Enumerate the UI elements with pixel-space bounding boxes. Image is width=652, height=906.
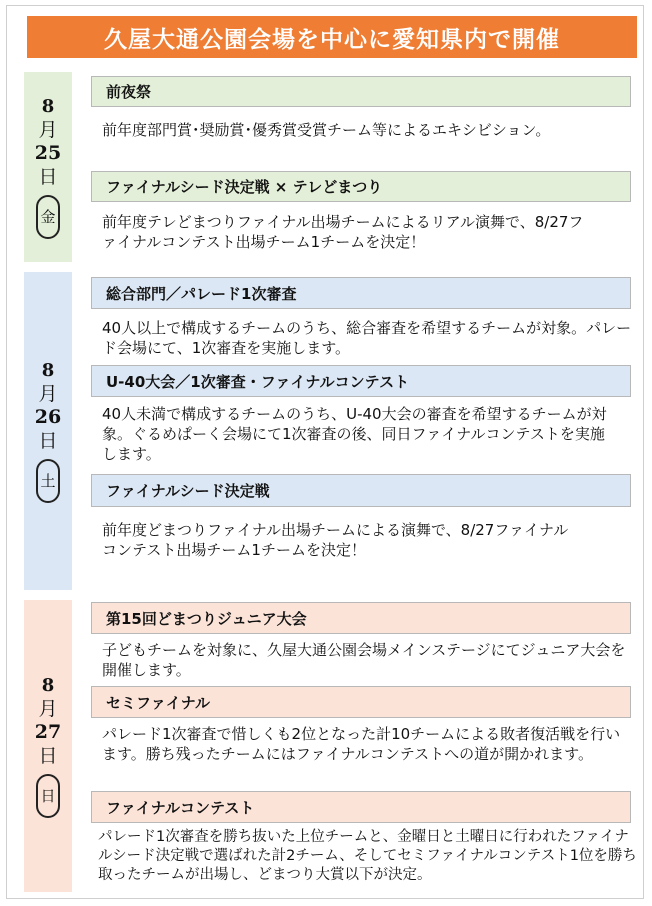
day-weekday: 金 — [36, 195, 60, 239]
event-description: 子どもチームを対象に、久屋大通公園会場メインステージにてジュニア大会を開催します。 — [102, 641, 626, 679]
event-description: 40人以上で構成するチームのうち、総合審査を希望するチームが対象。パレード会場にて、1次審査を実施します。 — [102, 319, 632, 357]
day-month-kanji: 月 — [38, 382, 58, 405]
day-month: 8 — [41, 674, 55, 696]
day-weekday: 日 — [36, 774, 60, 818]
day-date-kanji: 日 — [38, 429, 58, 452]
event-header — [91, 171, 631, 202]
event-description: 前年度テレどまつりファイナル出場チームによるリアル演舞で、8/27ファイナルコンテスト出場チーム1チームを決定！ — [102, 213, 584, 251]
day-weekday: 土 — [36, 459, 60, 503]
day-bar-aug-27 — [24, 600, 72, 892]
event-description: 前年度どまつりファイナル出場チームによる演舞で、8/27ファイナルコンテスト出場チーム1チームを決定！ — [102, 521, 569, 559]
event-title: 総合部門／パレード1次審査 — [106, 284, 297, 303]
event-header — [91, 602, 631, 634]
event-title: セミファイナル — [106, 693, 210, 712]
event-title: ファイナルシード決定戦 — [106, 482, 270, 500]
event-title: 第15回どまつりジュニア大会 — [106, 609, 307, 628]
day-month-kanji: 月 — [38, 118, 58, 141]
event-description: 前年度部門賞･奨励賞･優秀賞受賞チーム等によるエキシビション。 — [102, 121, 551, 139]
day-month: 8 — [41, 359, 55, 381]
event-title: ファイナルシード決定戦 × テレどまつり — [106, 178, 383, 196]
event-description: 40人未満で構成するチームのうち、U-40大会の審査を希望するチームが対象。ぐるめぱーく会場にて1次審査の後、同日ファイナルコンテストを実施します。 — [102, 405, 607, 463]
event-header — [91, 76, 631, 107]
event-description: パレード1次審査を勝ち抜いた上位チームと、金曜日と土曜日に行われたファイナルシード決定戦で選ばれた計2チーム、そしてセミファイナルコンテスト1位を勝ち取ったチームが出場し、どまつり大賞以下が決定。 — [98, 829, 637, 883]
page-title-banner — [27, 16, 637, 58]
day-date: 27 — [34, 720, 62, 743]
day-month-kanji: 月 — [38, 697, 58, 720]
event-title: 前夜祭 — [106, 83, 152, 101]
event-header — [91, 474, 631, 507]
day-date: 25 — [34, 141, 62, 164]
day-month: 8 — [41, 95, 55, 117]
day-bar-aug-25 — [24, 72, 72, 262]
event-description: パレード1次審査で惜しくも2位となった計10チームによる敗者復活戦を行います。勝ち残ったチームにはファイナルコンテストへの道が開かれます。 — [102, 725, 621, 763]
day-date: 26 — [34, 405, 62, 428]
event-header — [91, 277, 631, 309]
day-date-kanji: 日 — [38, 744, 58, 767]
event-title: ファイナルコンテスト — [106, 798, 255, 817]
event-header — [91, 686, 631, 718]
page-title: 久屋大通公園会場を中心に愛知県内で開催 — [104, 25, 560, 53]
event-header — [91, 365, 631, 397]
day-bar-aug-26 — [24, 272, 72, 590]
event-header — [91, 791, 631, 823]
event-title: U-40大会／1次審査・ファイナルコンテスト — [106, 372, 410, 391]
day-date-kanji: 日 — [38, 165, 58, 188]
